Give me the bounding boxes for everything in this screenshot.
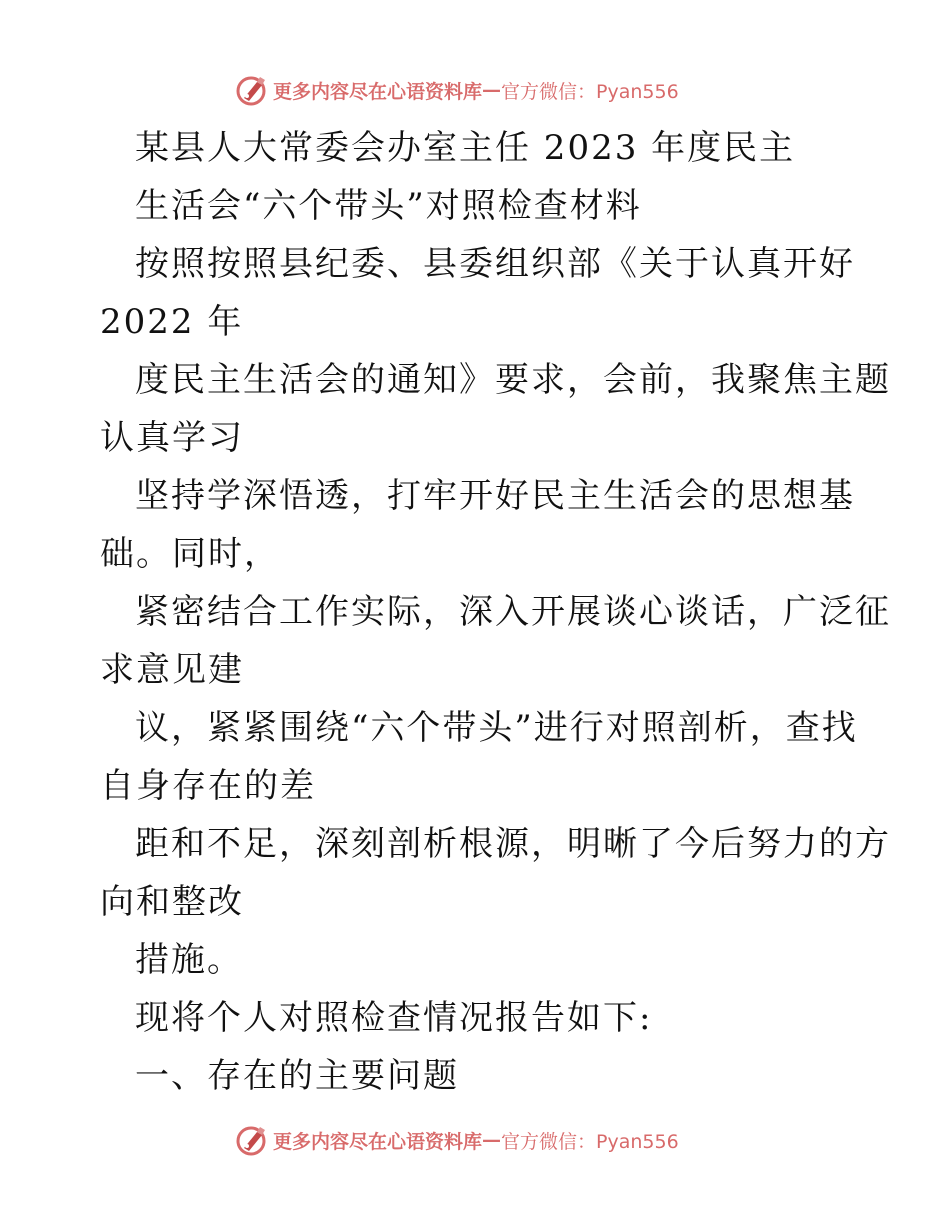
section-heading: 一、存在的主要问题 [135,1056,459,1096]
paragraph-line: 议，紧紧围绕“六个带头”进行对照剖析，查找 [135,708,858,748]
paragraph-line: 度民主生活会的通知》要求，会前，我聚焦主题 [135,360,891,400]
watermark-separator: — [482,79,502,101]
watermark-wechat-text: 官方微信：Pyan556 [501,80,679,103]
paragraph-line: 认真学习 [100,418,244,458]
paragraph-line: 距和不足，深刻剖析根源，明晰了今后努力的方 [135,824,891,864]
paragraph-line: 自身存在的差 [100,766,316,806]
paragraph-line: 紧密结合工作实际，深入开展谈心谈话，广泛征 [135,592,891,632]
paragraph-line: 坚持学深悟透，打牢开好民主生活会的思想基 [135,476,855,516]
paragraph-line: 措施。 [135,940,243,980]
paragraph-line: 础。同时， [100,534,280,574]
paragraph-line: 向和整改 [100,882,244,922]
watermark-separator: — [482,1129,502,1151]
pen-logo-icon [235,1123,269,1157]
watermark-wechat-text: 官方微信：Pyan556 [501,1130,679,1153]
paragraph-line: 按照按照县纪委、县委组织部《关于认真开好 [135,244,855,284]
watermark-site-text: 更多内容尽在心语资料库 [273,80,483,103]
document-title-line-2: 生活会“六个带头”对照检查材料 [135,186,642,226]
paragraph-line: 求意见建 [100,650,244,690]
document-title-line-1: 某县人大常委会办室主任 2023 年度民主 [135,128,796,168]
paragraph-line: 现将个人对照检查情况报告如下: [135,998,653,1038]
header-watermark-banner [235,72,679,108]
footer-watermark-banner [235,1122,679,1158]
watermark-site-text: 更多内容尽在心语资料库 [273,1130,483,1153]
pen-logo-icon [235,73,269,107]
paragraph-line: 2022 年 [100,302,244,342]
